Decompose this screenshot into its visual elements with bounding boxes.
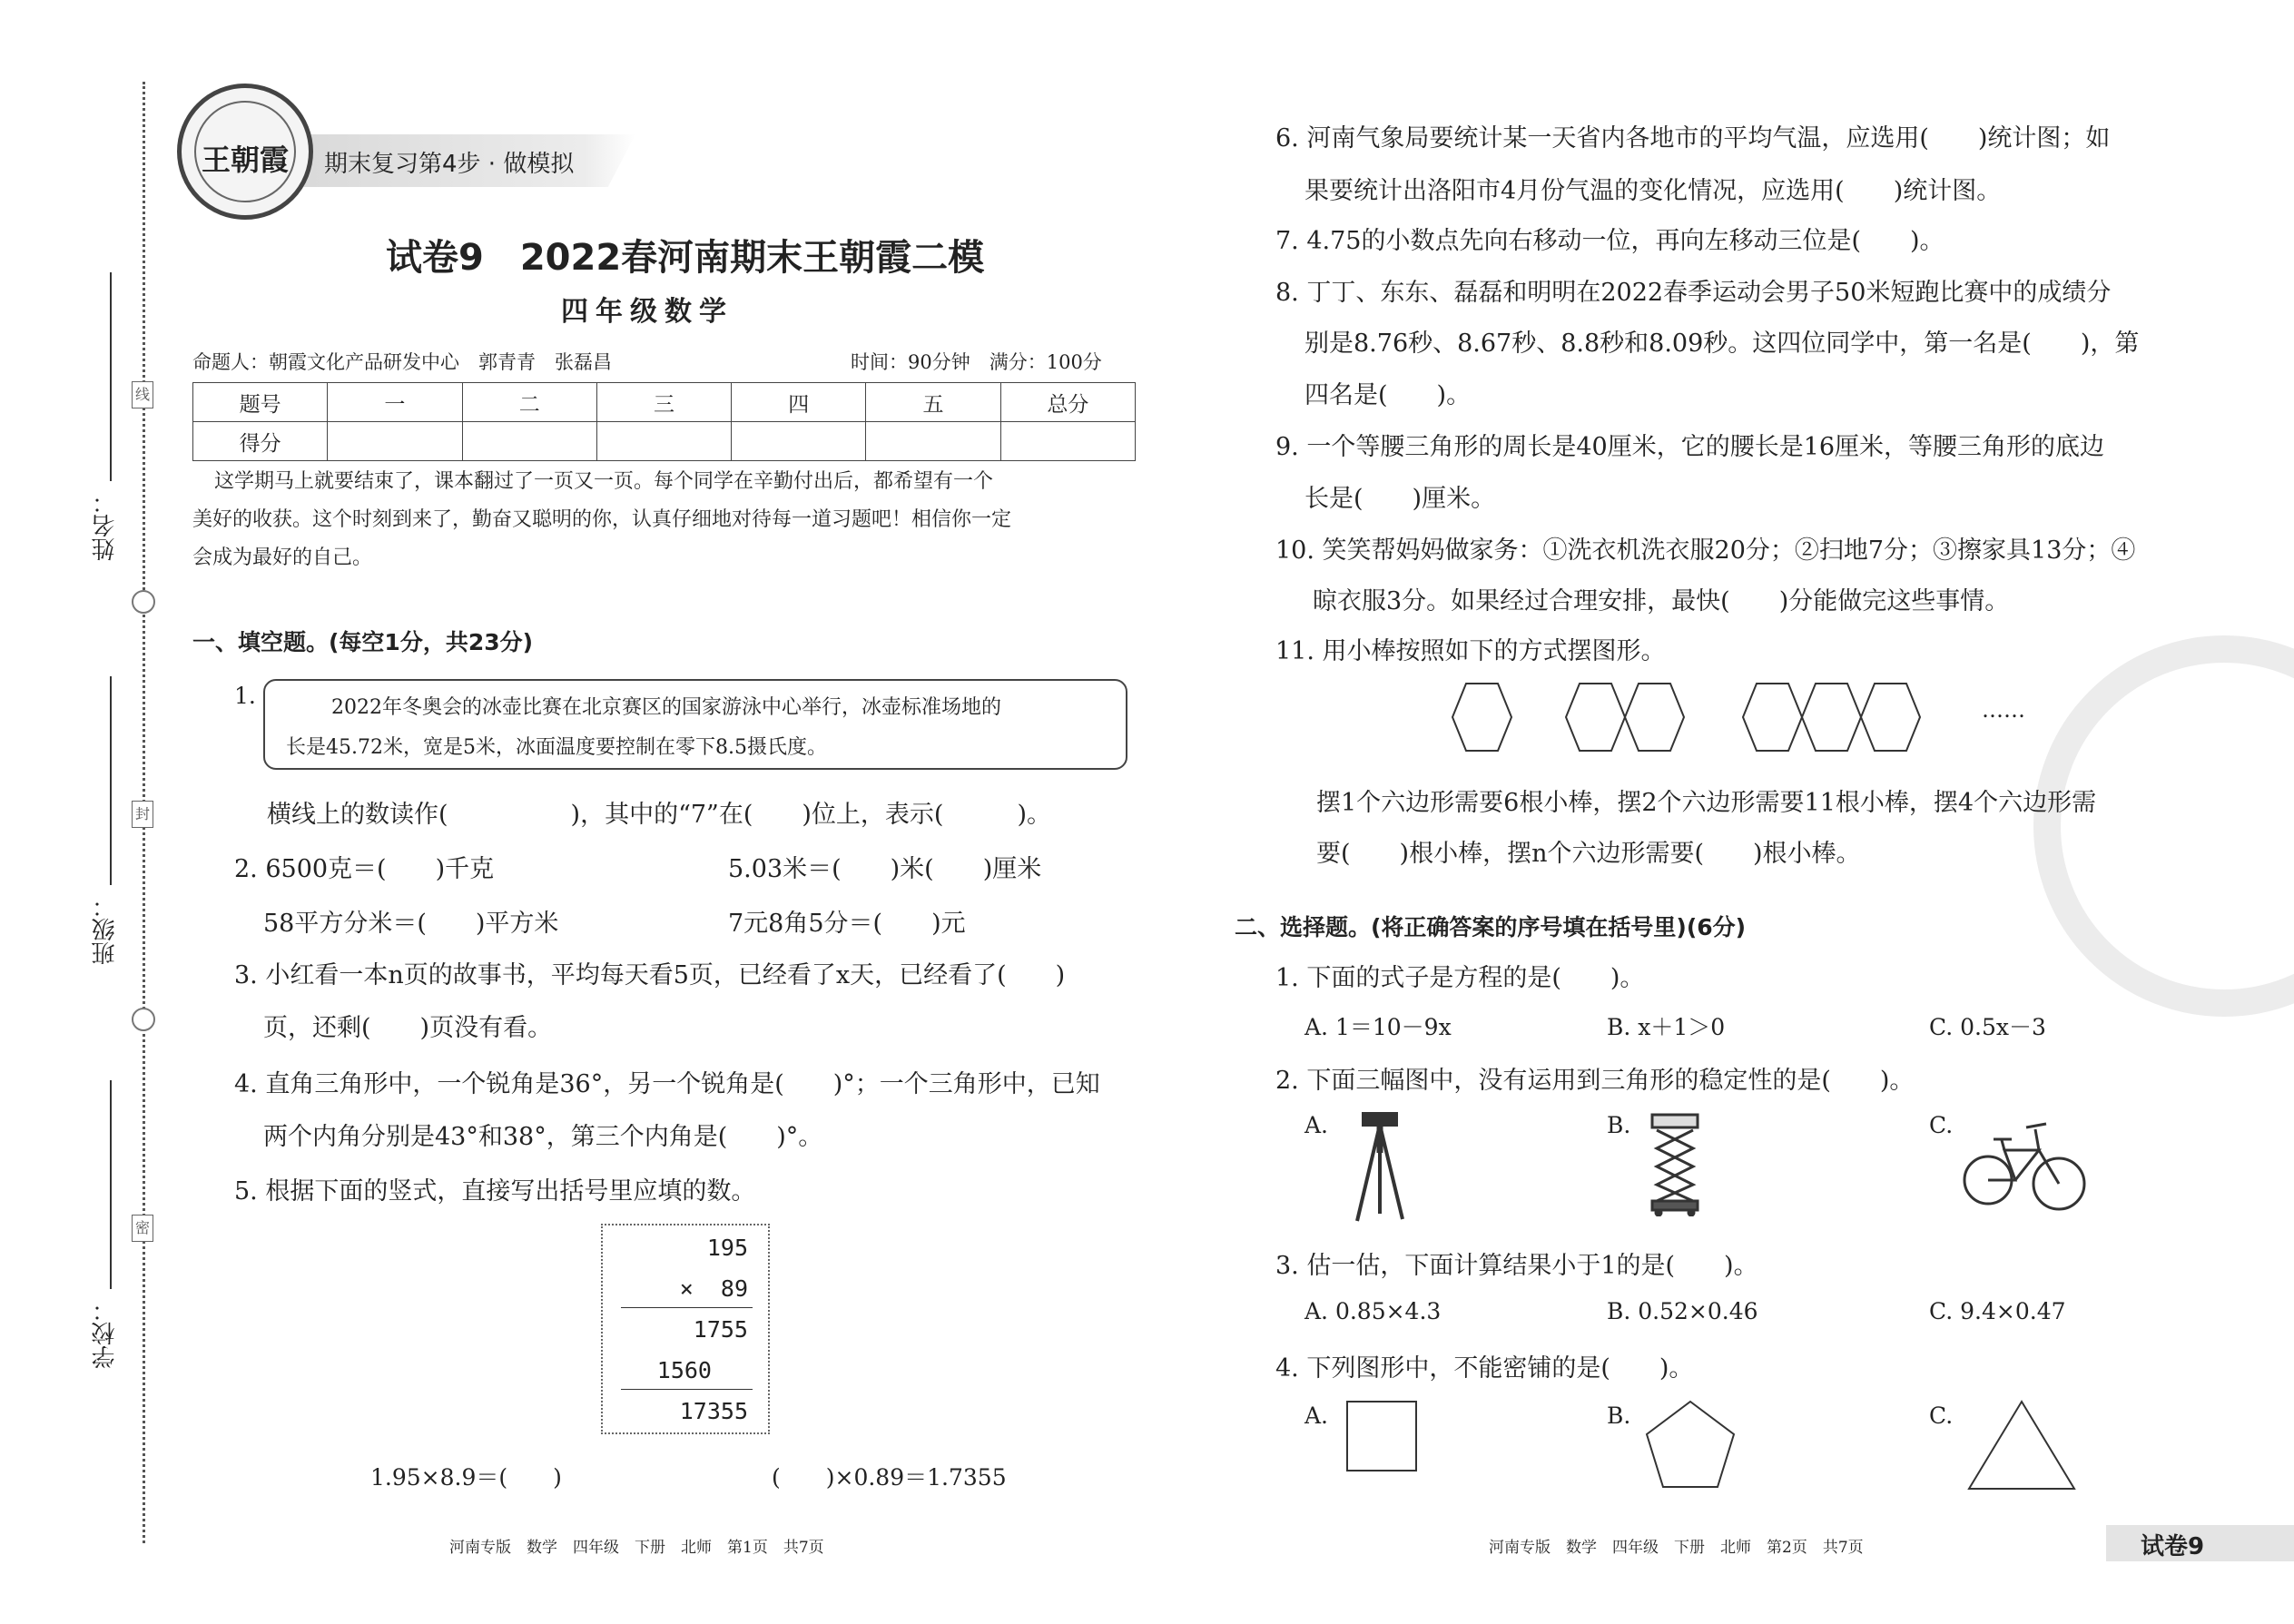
section-1-title: 一、填空题。(每空1分，共23分) [192,629,534,655]
choice-q3-option-b[interactable]: B. 0.52×0.46 [1607,1298,1758,1324]
hexagon [1743,684,1802,751]
binding-hole [132,590,155,614]
square-shape [1344,1398,1421,1475]
footer-right: 河南专版 数学 四年级 下册 北师 第2页 共7页 [1489,1539,1864,1557]
binding-mark-secret: 密 [132,1215,153,1242]
score-header-cell: 五 [866,383,1000,422]
triangle-shape [1965,1398,2079,1493]
q3-line: 3. 小红看一本n页的故事书，平均每天看5页，已经看了x天，已经看了( ) [234,961,1066,989]
intro-line: 美好的收获。这个时刻到来了，勤奋又聪明的你，认真仔细地对待每一道习题吧！相信你一定 [192,508,1012,531]
choice-q4-option-b-label[interactable]: B. [1607,1403,1631,1429]
footer-left: 河南专版 数学 四年级 下册 北师 第1页 共7页 [449,1539,824,1557]
q1-context-line: 长是45.72米，宽是5米，冰面温度要控制在零下8.5摄氏度。 [286,736,827,759]
q8-line: 四名是( )。 [1305,381,1472,409]
q6-line: 6. 河南气象局要统计某一天省内各地市的平均气温，应选用( )统计图；如 [1275,124,2111,153]
score-header-cell: 总分 [1000,383,1135,422]
calc-row: × 89 [679,1275,748,1302]
tripod-icon [1344,1112,1416,1225]
q2-part-b: 5.03米＝( )米( )厘米 [728,855,1042,883]
brand-logo [177,84,313,220]
q11-answer-line: 摆1个六边形需要6根小棒，摆2个六边形需要11根小棒，摆4个六边形需 [1316,789,2097,817]
name-write-line[interactable] [110,272,112,481]
q3-line: 页，还剩( )页没有看。 [263,1014,553,1042]
exam-tab-label: 试卷9 [2141,1533,2205,1560]
score-header-cell: 四 [732,383,866,422]
exam-subtitle: 四年级数学 [561,296,733,328]
hexagon [1861,684,1920,751]
q5-part-a: 1.95×8.9＝( ) [370,1464,562,1491]
section-2-title: 二、选择题。(将正确答案的序号填在括号里)(6分) [1235,914,1747,940]
score-cell[interactable] [732,422,866,461]
score-table-score-row [193,422,1136,461]
q2-part-d: 7元8角5分＝( )元 [728,910,966,938]
hexagon [1802,684,1861,751]
hexagon [1566,684,1625,751]
q8-line: 别是8.76秒、8.67秒、8.8秒和8.09秒。这四位同学中，第一名是( )，第 [1305,330,2140,358]
choice-q3: 3. 估一估，下面计算结果小于1的是( )。 [1275,1252,1758,1280]
q4-line: 两个内角分别是43°和38°，第三个内角是( )°。 [263,1123,823,1151]
q9-line: 9. 一个等腰三角形的周长是40厘米，它的腰长是16厘米，等腰三角形的底边 [1275,433,2105,461]
q11-answer-line: 要( )根小棒，摆n个六边形需要( )根小棒。 [1316,840,1861,868]
score-cell[interactable] [866,422,1000,461]
pentagon-shape [1643,1398,1738,1493]
hexagon [1625,684,1684,751]
calc-rule [621,1389,753,1390]
choice-q1-option-c[interactable]: C. 0.5x－3 [1929,1014,2046,1040]
choice-q3-option-c[interactable]: C. 9.4×0.47 [1929,1298,2066,1324]
q2-part-a: 2. 6500克＝( )千克 [234,855,495,883]
binding-mark-seal: 封 [132,801,153,828]
scissor-lift-icon [1648,1112,1702,1216]
choice-q2-option-a-label[interactable]: A. [1305,1112,1329,1138]
bicycle-icon [1961,1109,2088,1214]
q2-part-c: 58平方分米＝( )平方米 [263,910,559,938]
score-header-cell: 三 [596,383,731,422]
calc-rule [621,1307,753,1308]
choice-q3-option-a[interactable]: A. 0.85×4.3 [1305,1298,1442,1324]
choice-q4-option-c-label[interactable]: C. [1929,1403,1954,1429]
choice-q4-option-a-label[interactable]: A. [1305,1403,1329,1429]
intro-line: 会成为最好的自己。 [192,546,373,569]
calc-row: 1755 [693,1316,748,1343]
class-label: 班级： [92,894,119,965]
q9-line: 长是( )厘米。 [1305,485,1496,513]
sequence-ellipsis: …… [1982,697,2025,723]
binding-hole [132,1008,155,1031]
q1-number: 1. [234,683,256,709]
q10-line: 10. 笑笑帮妈妈做家务：①洗衣机洗衣服20分；②扫地7分；③擦家具13分；④ [1275,536,2136,565]
q6-line: 果要统计出洛阳市4月份气温的变化情况，应选用( )统计图。 [1305,177,2002,205]
score-cell[interactable] [328,422,462,461]
choice-q2: 2. 下面三幅图中，没有运用到三角形的稳定性的是( )。 [1275,1067,1915,1095]
q11-line: 11. 用小棒按照如下的方式摆图形。 [1275,637,1666,665]
exam-title: 试卷9 2022春河南期末王朝霞二模 [386,237,985,279]
score-cell[interactable] [596,422,731,461]
score-cell[interactable] [1000,422,1135,461]
q10-line: 晾衣服3分。如果经过合理安排，最快( )分能做完这些事情。 [1313,587,2010,615]
intro-line: 这学期马上就要结束了，课本翻过了一页又一页。每个同学在辛勤付出后，都希望有一个 [214,470,994,493]
choice-q2-option-b-label[interactable]: B. [1607,1112,1631,1138]
score-header-cell: 一 [328,383,462,422]
score-row-label: 得分 [193,422,328,461]
hexagon-sequence-figure [1443,679,1952,761]
q1-context-line: 2022年冬奥会的冰壶比赛在北京赛区的国家游泳中心举行，冰壶标准场地的 [331,696,1001,719]
q7-line: 7. 4.75的小数点先向右移动一位，再向左移动三位是( )。 [1275,227,1944,255]
authors: 命题人：朝霞文化产品研发中心 郭青青 张磊昌 [192,351,612,373]
score-table [192,382,1136,461]
calc-row: 17355 [679,1398,748,1424]
binding-mark-line: 线 [132,381,153,408]
score-header-cell: 题号 [193,383,328,422]
banner-text: 期末复习第4步 · 做模拟 [324,151,575,178]
intro-paragraph [192,463,1141,577]
hexagon [1452,684,1511,751]
score-cell[interactable] [462,422,596,461]
calc-row: 1560 [656,1357,712,1383]
score-table-header-row [193,383,1136,422]
calc-row: 195 [706,1235,748,1261]
choice-q1-option-b[interactable]: B. x＋1＞0 [1607,1014,1726,1040]
choice-q4: 4. 下列图形中，不能密铺的是( )。 [1275,1354,1694,1383]
watermark-seal [2033,635,2294,1017]
choice-q1-option-a[interactable]: A. 1＝10－9x [1305,1014,1452,1040]
vertical-calculation [601,1224,770,1434]
choice-q2-option-c-label[interactable]: C. [1929,1112,1954,1138]
score-header-cell: 二 [462,383,596,422]
logo-text: 王朝霞 [201,143,289,177]
time-score: 时间：90分钟 满分：100分 [851,351,1102,373]
q5-part-b: ( )×0.89＝1.7355 [772,1464,1007,1491]
q1-question: 横线上的数读作( )，其中的“7”在( )位上，表示( )。 [267,801,1051,829]
q5-line: 5. 根据下面的竖式，直接写出括号里应填的数。 [234,1177,756,1206]
name-label: 姓名： [92,490,119,561]
q8-line: 8. 丁丁、东东、磊磊和明明在2022春季运动会男子50米短跑比赛中的成绩分 [1275,279,2112,307]
school-write-line[interactable] [110,1080,112,1289]
school-label: 学校： [92,1298,119,1369]
class-write-line[interactable] [110,676,112,885]
q4-line: 4. 直角三角形中，一个锐角是36°，另一个锐角是( )°；一个三角形中，已知 [234,1070,1100,1098]
choice-q1: 1. 下面的式子是方程的是( )。 [1275,964,1645,992]
